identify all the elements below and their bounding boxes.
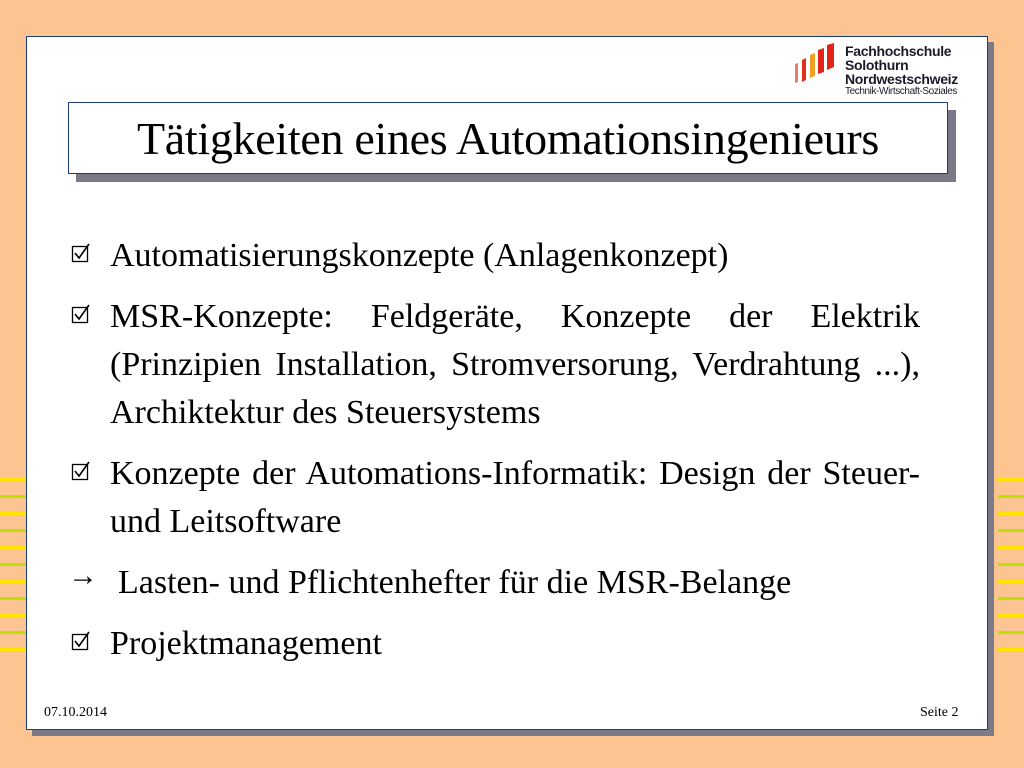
list-item bbox=[70, 293, 920, 437]
list-item bbox=[70, 232, 920, 280]
list-item bbox=[70, 559, 920, 607]
logo-line-3: Nordwestschweiz bbox=[845, 71, 958, 87]
list-item bbox=[70, 620, 920, 668]
footer-page-number: Seite 2 bbox=[920, 705, 959, 720]
arrow-icon: → bbox=[68, 559, 98, 592]
slide-title: Tätigkeiten eines Automationsingenieurs bbox=[136, 112, 880, 164]
footer-date: 07.10.2014 bbox=[44, 705, 107, 720]
bullet-list bbox=[70, 232, 920, 681]
list-item-text: MSR-Konzepte: Feldgeräte, Konzepte der Elektrik (Prinzipien Installation, Stromversorung, Verdrahtung ...), Archiktektur des Steuersystems bbox=[110, 298, 920, 431]
list-item-text: Automatisierungskonzepte (Anlagenkonzept) bbox=[110, 237, 729, 274]
list-item-text: Projektmanagement bbox=[110, 625, 382, 662]
logo-text bbox=[845, 44, 958, 98]
checkbox-icon bbox=[70, 303, 92, 325]
right-decor-stripes bbox=[998, 478, 1024, 658]
list-item-text: Lasten- und Pflichtenhefter für die MSR-Belange bbox=[118, 564, 792, 601]
logo-line-1: Fachhochschule bbox=[845, 43, 952, 59]
logo-line-4: Technik-Wirtschaft-Soziales bbox=[845, 86, 958, 97]
left-decor-stripes bbox=[0, 478, 26, 658]
title-box bbox=[68, 102, 948, 174]
checkbox-icon bbox=[70, 630, 92, 652]
logo-mark-icon bbox=[792, 42, 842, 84]
checkbox-icon bbox=[70, 242, 92, 264]
school-logo bbox=[792, 42, 982, 100]
list-item-text: Konzepte der Automations-Informatik: Design der Steuer- und Leitsoftware bbox=[110, 455, 920, 540]
checkbox-icon bbox=[70, 460, 92, 482]
logo-line-2: Solothurn bbox=[845, 57, 909, 73]
list-item bbox=[70, 450, 920, 546]
